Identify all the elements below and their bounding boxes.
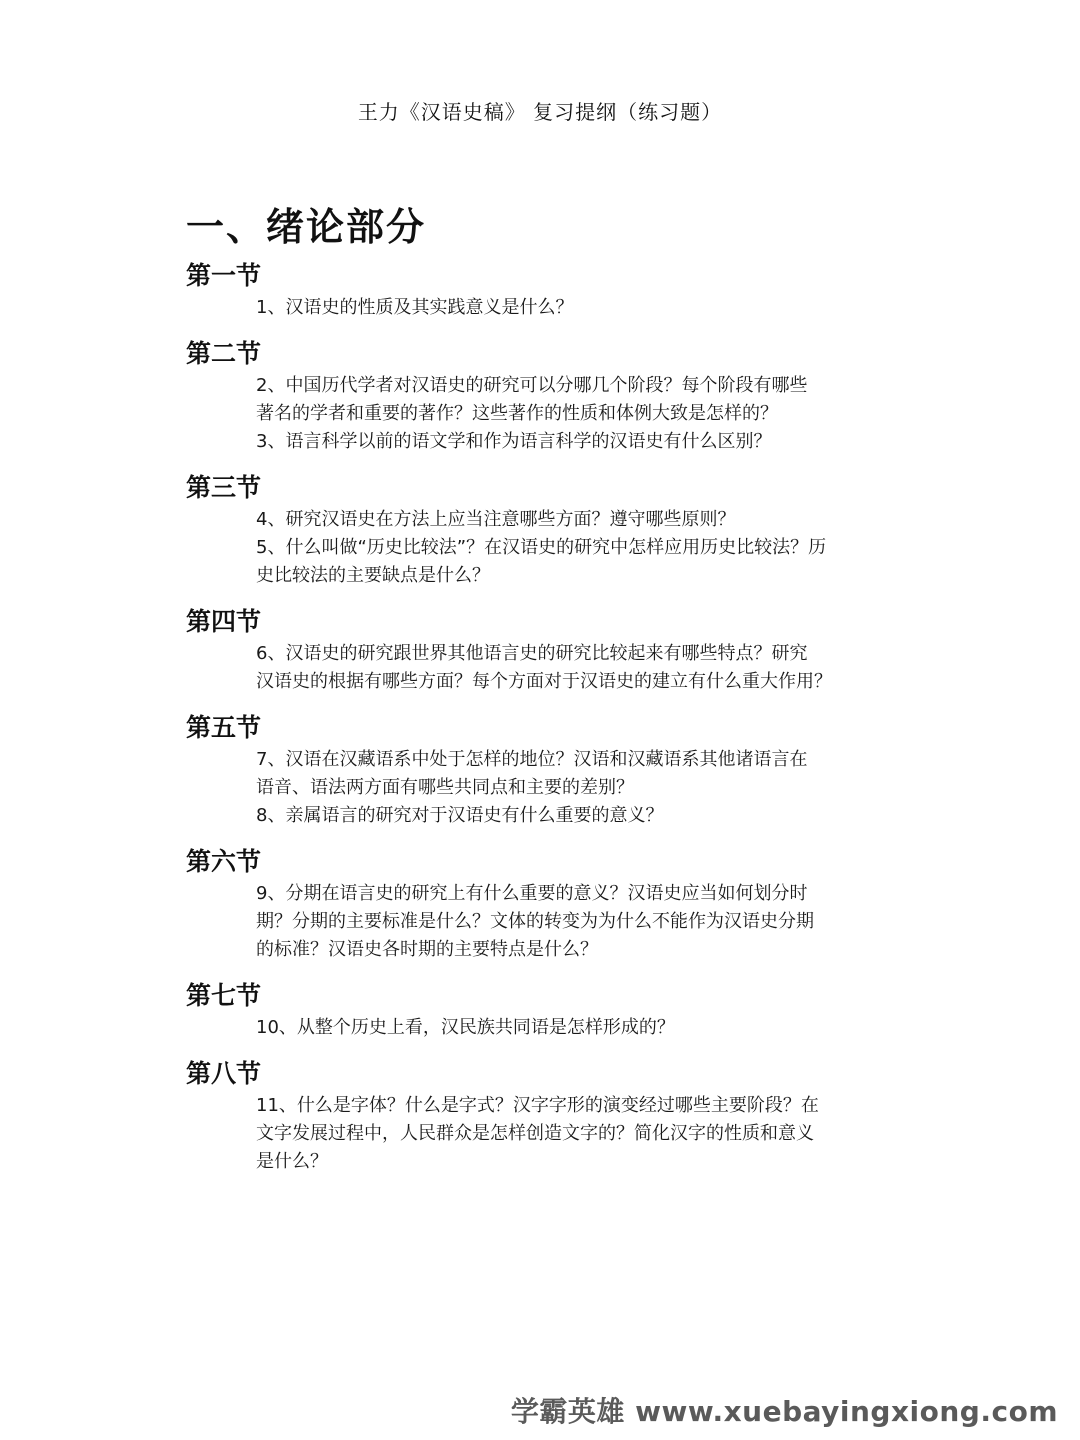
question-line: 6、汉语史的研究跟世界其他语言史的研究比较起来有哪些特点？研究 (256, 643, 808, 664)
question-line: 9、分期在语言史的研究上有什么重要的意义？汉语史应当如何划分时 (256, 883, 808, 904)
section-heading: 第一节 (186, 261, 262, 290)
section-heading: 第二节 (186, 339, 262, 368)
question-line: 著名的学者和重要的著作？这些著作的性质和体例大致是怎样的？ (256, 403, 778, 424)
question-line: 8、亲属语言的研究对于汉语史有什么重要的意义？ (256, 805, 664, 826)
document-title: 王力《汉语史稿》 复习提纲（练习题） (357, 100, 723, 124)
section-5 (186, 710, 906, 830)
section-heading: 第四节 (186, 607, 262, 636)
question-line: 7、汉语在汉藏语系中处于怎样的地位？汉语和汉藏语系其他诸语言在 (256, 749, 808, 770)
question-line: 10、从整个历史上看，汉民族共同语是怎样形成的？ (256, 1017, 675, 1038)
question-line: 语音、语法两方面有哪些共同点和主要的差别？ (256, 777, 634, 798)
section-4 (186, 604, 906, 696)
question-line: 是什么？ (256, 1151, 328, 1172)
question-line: 2、中国历代学者对汉语史的研究可以分哪几个阶段？每个阶段有哪些 (256, 375, 808, 396)
question-line: 5、什么叫做“历史比较法”？在汉语史的研究中怎样应用历史比较法？历 (256, 537, 827, 558)
part-title: 一、绪论部分 (186, 204, 427, 249)
question-line: 11、什么是字体？什么是字式？汉字字形的演变经过哪些主要阶段？在 (256, 1095, 819, 1116)
section-list (186, 258, 906, 1190)
section-6 (186, 844, 906, 964)
section-heading: 第八节 (186, 1059, 262, 1088)
question-line: 史比较法的主要缺点是什么？ (256, 565, 490, 586)
question-line: 文字发展过程中，人民群众是怎样创造文字的？简化汉字的性质和意义 (256, 1123, 814, 1144)
question-line: 4、研究汉语史在方法上应当注意哪些方面？遵守哪些原则？ (256, 509, 736, 530)
section-1 (186, 258, 906, 322)
section-heading: 第三节 (186, 473, 262, 502)
section-heading: 第六节 (186, 847, 262, 876)
section-heading: 第七节 (186, 981, 262, 1010)
section-7 (186, 978, 906, 1042)
question-line: 的标准？汉语史各时期的主要特点是什么？ (256, 939, 598, 960)
question-line: 3、语言科学以前的语文学和作为语言科学的汉语史有什么区别？ (256, 431, 772, 452)
section-8 (186, 1056, 906, 1176)
question-line: 1、汉语史的性质及其实践意义是什么？ (256, 297, 574, 318)
question-line: 期？分期的主要标准是什么？文体的转变为为什么不能作为汉语史分期 (256, 911, 814, 932)
section-3 (186, 470, 906, 590)
question-line: 汉语史的根据有哪些方面？每个方面对于汉语史的建立有什么重大作用？ (256, 671, 832, 692)
section-heading: 第五节 (186, 713, 262, 742)
section-2 (186, 336, 906, 456)
watermark: 学霸英雄 www.xuebayingxiong.com (510, 1395, 1058, 1428)
